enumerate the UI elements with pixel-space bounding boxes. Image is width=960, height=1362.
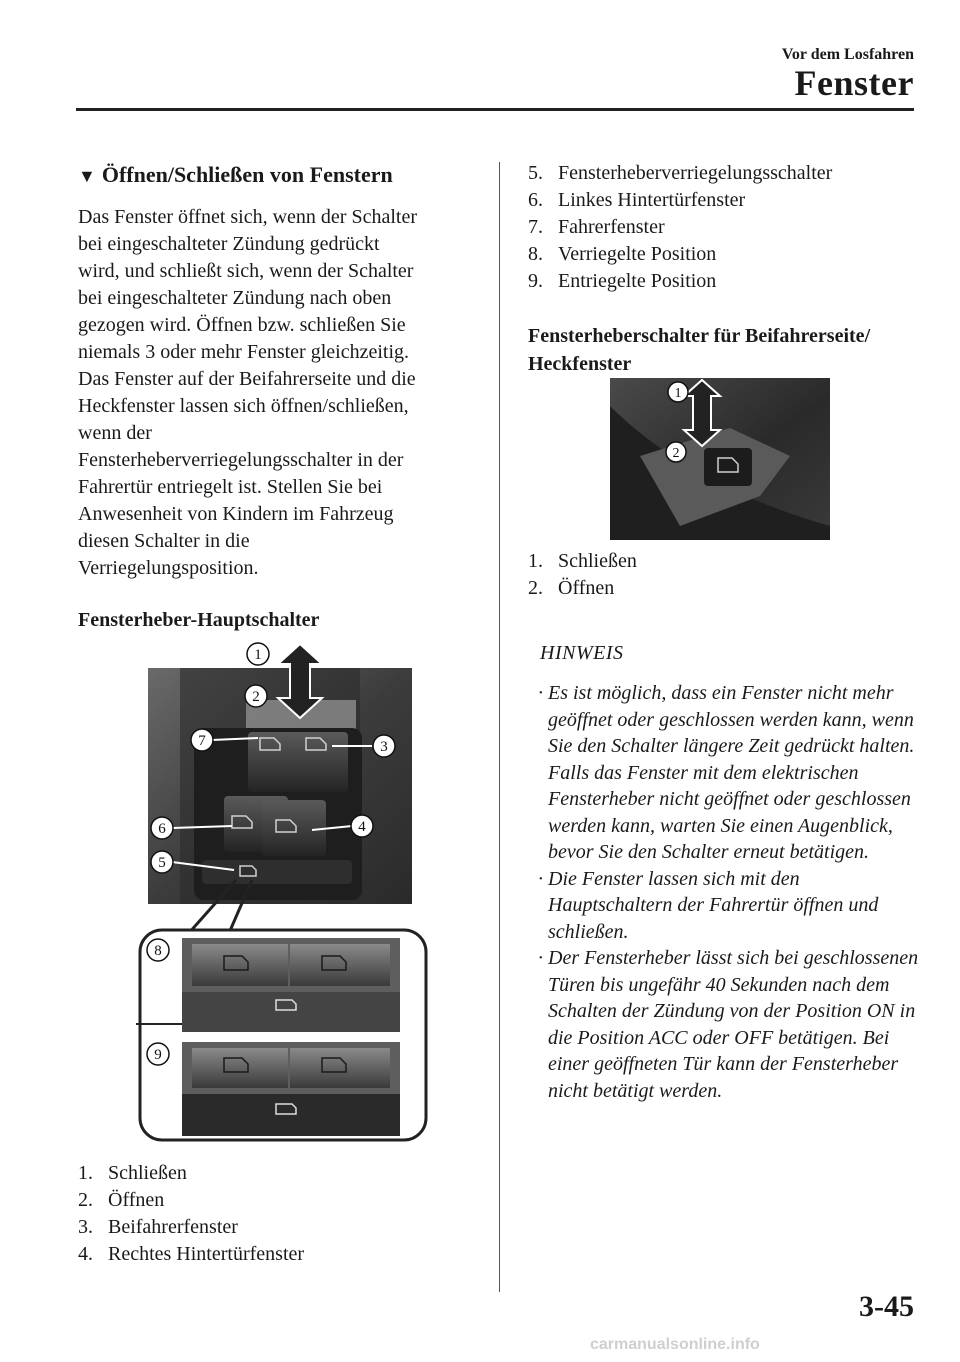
paragraph-line: bei eingeschalteter Zündung gedrückt	[78, 233, 380, 255]
callout-6	[151, 817, 173, 839]
passenger-switch-illustration	[610, 376, 832, 542]
svg-text:4: 4	[358, 819, 366, 835]
bullet-icon: ·	[538, 947, 543, 969]
paragraph-line: Verriegelungsposition.	[78, 557, 259, 579]
list-item: 4. Rechtes Hintertürfenster	[78, 1243, 305, 1265]
paragraph-line: Fensterheberverriegelungsschalter in der	[78, 449, 404, 471]
header-title: Fenster	[794, 63, 914, 103]
list-item: 2. Öffnen	[528, 577, 615, 599]
main-switch-legend-list	[78, 1160, 304, 1268]
bullet-icon: ·	[538, 682, 543, 704]
callout-2	[245, 685, 267, 707]
callout-8	[147, 939, 169, 961]
paragraph-line: Anwesenheit von Kindern im Fahrzeug	[78, 503, 394, 525]
passenger-heading-line: Heckfenster	[528, 353, 632, 375]
callout-1	[668, 382, 688, 402]
list-item: 5. Fensterheberverriegelungsschalter	[528, 162, 833, 184]
watermark: carmanualsonline.info	[590, 1336, 760, 1353]
paragraph-line: wird, und schließt sich, wenn der Schalter	[78, 260, 414, 282]
passenger-heading-line: Fensterheberschalter für Beifahrerseite/	[528, 325, 871, 347]
callout-2	[666, 442, 686, 462]
paragraph-line: niemals 3 oder mehr Fenster gleichzeitig.	[78, 341, 410, 363]
passenger-switch-legend-list	[528, 548, 637, 602]
note-item: · Es ist möglich, dass ein Fenster nicht mehr geöffnet oder geschlossen werden kann, wenn Sie den Schalter längere Zeit gedrückt halten. Falls das Fenster mit dem elektrischen Fensterheber nicht geöffnet oder geschlossen werden kann, warten Sie einen Augenblick, bevor Sie den Schalter erneut betätigen.	[538, 682, 915, 863]
passenger-switch-heading	[528, 322, 870, 378]
main-switch-illustration	[136, 640, 436, 1145]
list-item: 3. Beifahrerfenster	[78, 1216, 238, 1238]
note-item: · Die Fenster lassen sich mit den Hauptschaltern der Fahrertür öffnen und schließen.	[538, 867, 879, 943]
list-item: 2. Öffnen	[78, 1189, 165, 1211]
list-item: 7. Fahrerfenster	[528, 216, 665, 238]
bullet-icon: ·	[538, 867, 543, 890]
callout-9	[147, 1043, 169, 1065]
note-list	[540, 680, 920, 1104]
callout-1	[247, 643, 269, 665]
svg-text:8: 8	[154, 943, 162, 959]
main-switch-heading: Fensterheber-Hauptschalter	[78, 609, 320, 631]
note-item: · Der Fensterheber lässt sich bei geschlossenen Türen bis ungefähr 40 Sekunden nach dem Schalten der Zündung von der Position ON in die Position ACC oder OFF betätigen. Bei einer geöffneten Tür kann der Fensterheber nicht betätigt werden.	[538, 947, 919, 1102]
list-item: 1. Schließen	[528, 550, 637, 572]
callout-3	[373, 735, 395, 757]
paragraph-line: wenn der	[78, 422, 152, 444]
column-divider	[499, 162, 500, 1292]
note-title: HINWEIS	[540, 642, 624, 664]
paragraph-line: Fahrertür entriegelt ist. Stellen Sie bei	[78, 476, 383, 498]
paragraph-line: Das Fenster öffnet sich, wenn der Schalter	[78, 206, 417, 228]
svg-text:9: 9	[154, 1047, 162, 1063]
paragraph-line: Heckfenster lassen sich öffnen/schließen,	[78, 395, 409, 417]
paragraph-line: diesen Schalter in die	[78, 530, 250, 552]
list-item: 1. Schließen	[78, 1162, 187, 1184]
svg-text:1: 1	[254, 647, 262, 663]
list-item: 9. Entriegelte Position	[528, 270, 717, 292]
header-rule	[76, 108, 914, 111]
main-switch-legend-list-continued	[528, 160, 832, 295]
svg-text:6: 6	[158, 821, 166, 837]
svg-text:2: 2	[672, 446, 680, 461]
callout-7	[191, 729, 213, 751]
page-number: 3-45	[859, 1290, 914, 1323]
triangle-bullet-icon: ▼	[78, 166, 96, 186]
section-title-text: Öffnen/Schließen von Fenstern	[101, 162, 393, 187]
intro-paragraph	[78, 204, 478, 582]
svg-text:7: 7	[198, 733, 206, 749]
list-item: 8. Verriegelte Position	[528, 243, 717, 265]
callout-5	[151, 851, 173, 873]
callout-4	[351, 815, 373, 837]
header-section-label: Vor dem Losfahren	[781, 46, 914, 63]
section-title	[78, 162, 393, 188]
list-item: 6. Linkes Hintertürfenster	[528, 189, 746, 211]
svg-text:2: 2	[252, 689, 260, 705]
svg-text:5: 5	[158, 855, 166, 871]
paragraph-line: Das Fenster auf der Beifahrerseite und die	[78, 368, 416, 390]
paragraph-line: bei eingeschalteter Zündung nach oben	[78, 287, 392, 309]
svg-text:1: 1	[674, 386, 682, 401]
svg-text:3: 3	[380, 739, 388, 755]
paragraph-line: gezogen wird. Öffnen bzw. schließen Sie	[78, 314, 406, 336]
